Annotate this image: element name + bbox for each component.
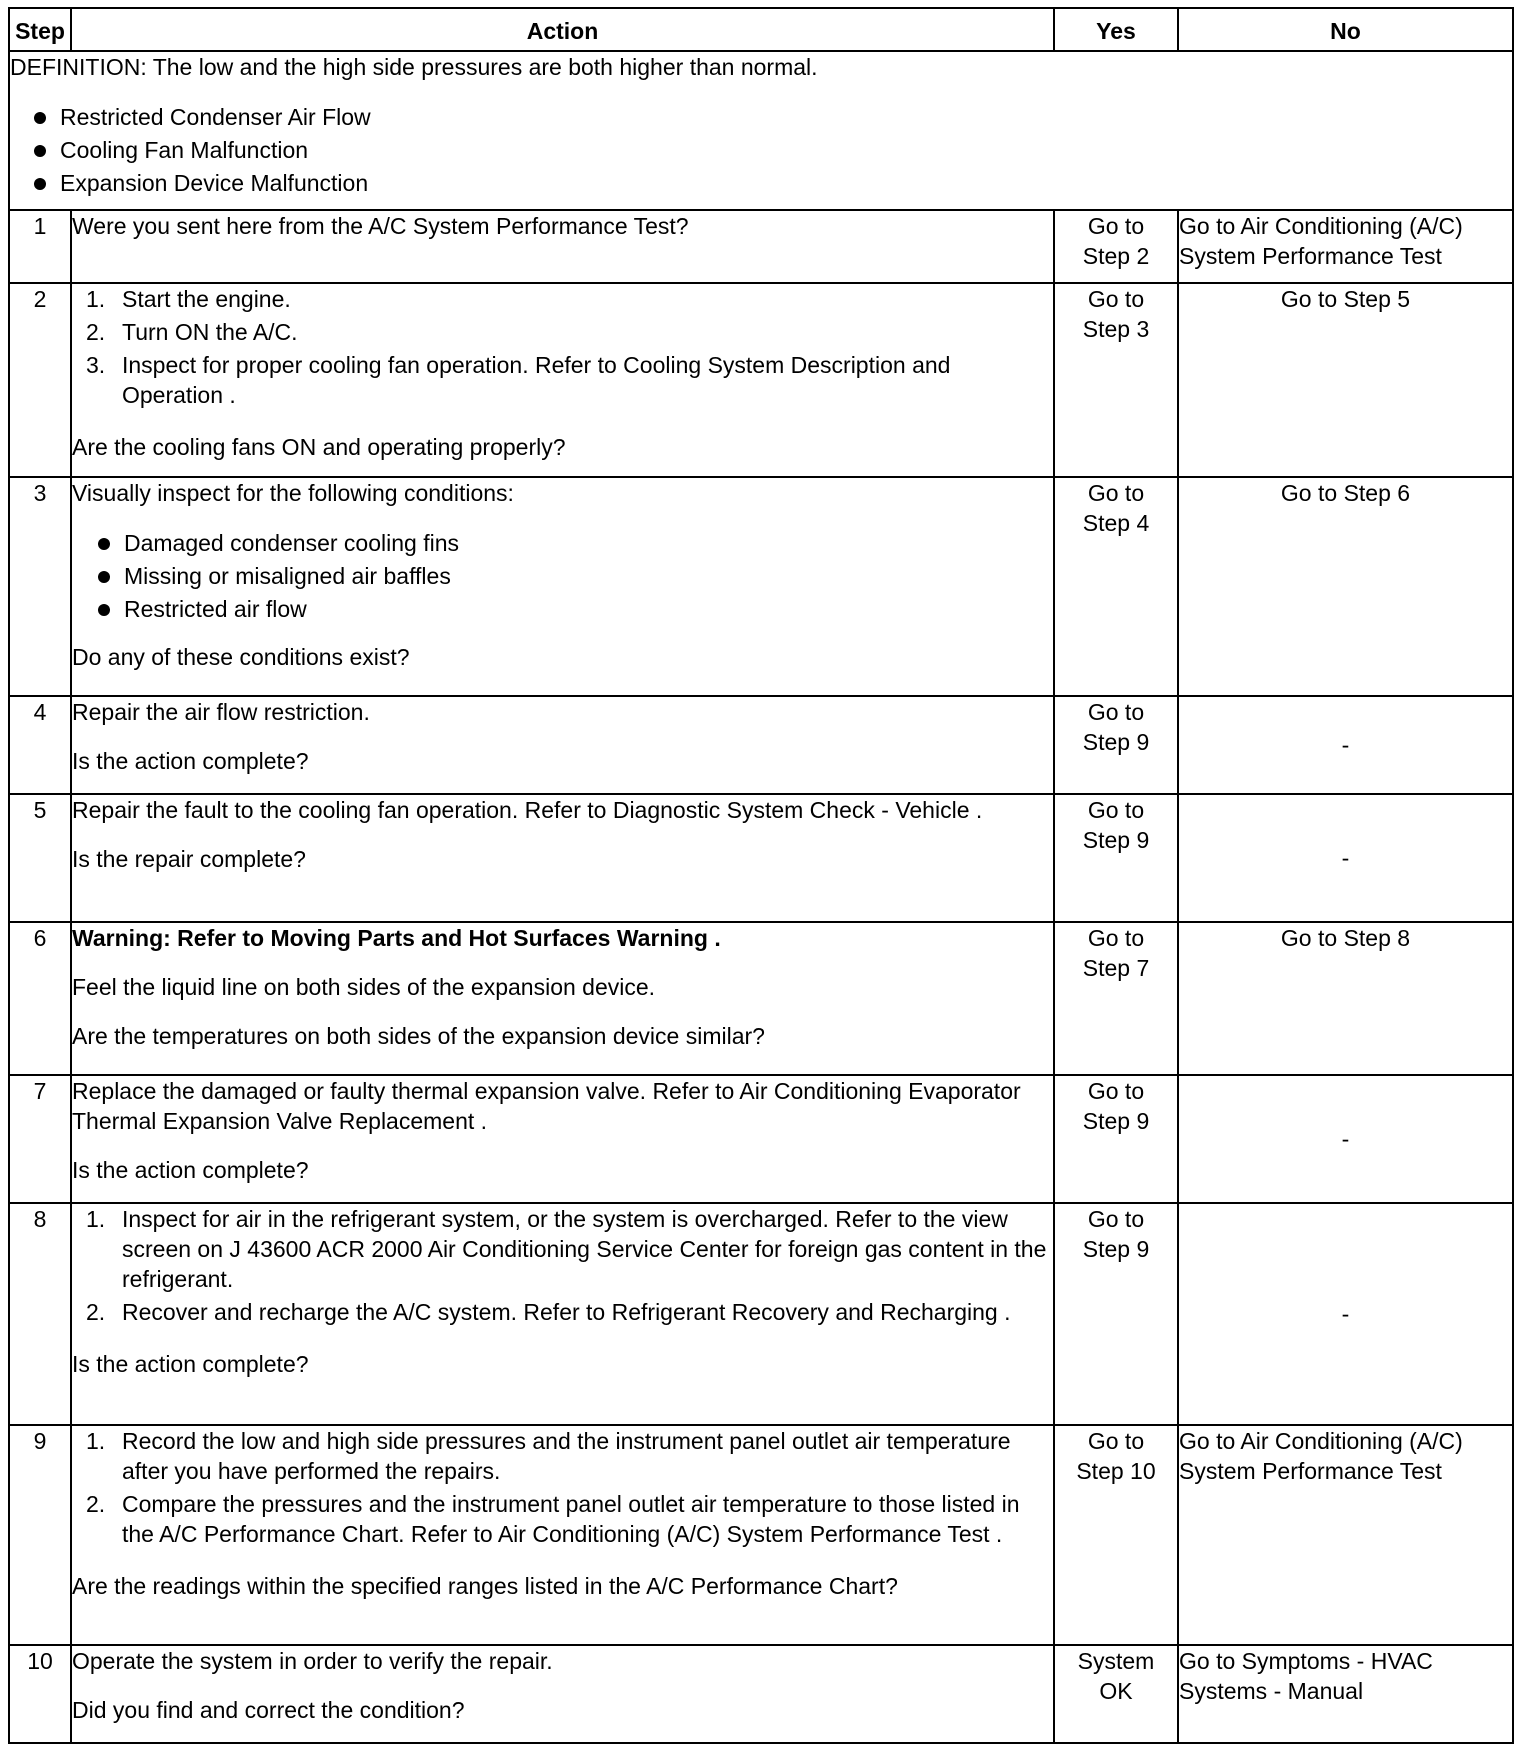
step-row-4 (9, 696, 1513, 794)
condition-bullets (72, 527, 1053, 626)
step-question: Are the temperatures on both sides of the expansion device similar? (72, 1023, 765, 1049)
step-text: Repair the fault to the cooling fan operation. Refer to Diagnostic System Check - Vehicle . (72, 797, 983, 823)
yes-line-2: Step 2 (1082, 243, 1150, 269)
yes-cell (1054, 1075, 1178, 1203)
step-number: 1 (9, 210, 71, 283)
condition-bullet: Missing or misaligned air baffles (72, 560, 1053, 593)
step-number: 4 (9, 696, 71, 794)
definition-bullet: Expansion Device Malfunction (10, 167, 1512, 200)
step-question: Is the action complete? (72, 748, 309, 774)
step-question: Is the action complete? (72, 1351, 309, 1377)
no-cell: - (1178, 794, 1513, 922)
no-cell: - (1178, 1075, 1513, 1203)
step-number: 9 (9, 1425, 71, 1645)
step-number: 5 (9, 794, 71, 922)
step-row-10 (9, 1645, 1513, 1743)
yes-cell (1054, 794, 1178, 922)
header-yes: Yes (1054, 8, 1178, 51)
step-text: Feel the liquid line on both sides of the expansion device. (72, 974, 656, 1000)
step-number: 2 (9, 283, 71, 477)
definition-bullet: Cooling Fan Malfunction (10, 134, 1512, 167)
step-question: Did you find and correct the condition? (72, 1697, 465, 1723)
yes-line-2: Step 3 (1082, 316, 1150, 342)
action-cell (71, 922, 1054, 1075)
no-cell (1178, 210, 1513, 283)
step-list-item: 1. Record the low and high side pressures and the instrument panel outlet air temperature after you have performed the repairs. (86, 1428, 1011, 1484)
step-intro: Visually inspect for the following conditions: (72, 480, 514, 506)
step-list-item: 1. Inspect for air in the refrigerant system, or the system is overcharged. Refer to the view screen on J 43600 ACR 2000 Air Conditioning Service Center for foreign gas content in the refrigerant. (86, 1206, 1047, 1292)
yes-line-2: Step 9 (1082, 1108, 1150, 1134)
step-question: Are the readings within the specified ranges listed in the A/C Performance Chart? (72, 1573, 898, 1599)
yes-line-1: Go to (1087, 480, 1145, 506)
step-number: 6 (9, 922, 71, 1075)
yes-cell (1054, 1425, 1178, 1645)
step-row-1 (9, 210, 1513, 283)
no-line-2: System Performance Test (1179, 1458, 1442, 1484)
warning-text: Warning: Refer to Moving Parts and Hot Surfaces Warning . (72, 925, 721, 951)
step-row-2 (9, 283, 1513, 477)
yes-line-1: Go to (1087, 925, 1145, 951)
definition-bullets (10, 101, 1512, 200)
condition-bullet: Damaged condenser cooling fins (72, 527, 1053, 560)
yes-cell (1054, 1203, 1178, 1425)
step-question: Is the action complete? (72, 1157, 309, 1183)
yes-line-1: Go to (1087, 286, 1145, 312)
no-cell: Go to Step 5 (1178, 283, 1513, 477)
action-cell (71, 794, 1054, 922)
condition-bullet: Restricted air flow (72, 593, 1053, 626)
step-row-5 (9, 794, 1513, 922)
definition-text: DEFINITION: The low and the high side pressures are both higher than normal. (10, 54, 818, 80)
header-row (9, 8, 1513, 51)
step-text: Operate the system in order to verify the repair. (72, 1648, 553, 1674)
no-cell: - (1178, 1203, 1513, 1425)
yes-line-2: Step 7 (1082, 955, 1150, 981)
header-step: Step (9, 8, 71, 51)
action-cell (71, 696, 1054, 794)
action-cell (71, 477, 1054, 696)
yes-cell (1054, 477, 1178, 696)
step-number: 7 (9, 1075, 71, 1203)
yes-line-2: OK (1099, 1678, 1133, 1704)
yes-line-1: Go to (1087, 1428, 1145, 1454)
no-line-1: Go to Symptoms - HVAC (1179, 1648, 1433, 1674)
step-question: Do any of these conditions exist? (72, 644, 410, 670)
yes-line-1: Go to (1087, 1206, 1145, 1232)
step-list-item: 1. Start the engine. (86, 286, 291, 312)
step-row-9 (9, 1425, 1513, 1645)
action-cell (71, 1075, 1054, 1203)
step-list-item: 3. Inspect for proper cooling fan operation. Refer to Cooling System Description and Operation . (86, 352, 951, 408)
step-number: 8 (9, 1203, 71, 1425)
step-list (72, 284, 1053, 410)
yes-line-1: Go to (1087, 213, 1145, 239)
yes-line-2: Step 9 (1082, 827, 1150, 853)
yes-line-1: System (1077, 1648, 1155, 1674)
step-list (72, 1204, 1053, 1327)
yes-line-2: Step 4 (1082, 510, 1150, 536)
step-row-8 (9, 1203, 1513, 1425)
step-list-item: 2. Turn ON the A/C. (86, 319, 298, 345)
step-row-3 (9, 477, 1513, 696)
action-cell (71, 1425, 1054, 1645)
no-line-1: Go to Air Conditioning (A/C) (1179, 1428, 1463, 1454)
no-cell (1178, 1425, 1513, 1645)
step-list-item: 2. Compare the pressures and the instrument panel outlet air temperature to those listed in the A/C Performance Chart. Refer to Air Conditioning (A/C) System Performance Test . (86, 1491, 1020, 1547)
no-cell: - (1178, 696, 1513, 794)
action-cell (71, 1645, 1054, 1743)
no-line-2: Systems - Manual (1179, 1678, 1364, 1704)
yes-cell (1054, 1645, 1178, 1743)
step-row-6 (9, 922, 1513, 1075)
step-question: Is the repair complete? (72, 846, 306, 872)
diagnostic-table (8, 7, 1514, 1744)
yes-line-2: Step 9 (1082, 729, 1150, 755)
no-cell (1178, 1645, 1513, 1743)
action-cell (71, 1203, 1054, 1425)
step-row-7 (9, 1075, 1513, 1203)
step-list (72, 1426, 1053, 1549)
step-number: 3 (9, 477, 71, 696)
step-text: Replace the damaged or faulty thermal expansion valve. Refer to Air Conditioning Evaporator Thermal Expansion Valve Replacement . (72, 1078, 1021, 1134)
no-cell: Go to Step 8 (1178, 922, 1513, 1075)
no-cell: Go to Step 6 (1178, 477, 1513, 696)
action-cell (71, 283, 1054, 477)
action-cell (71, 210, 1054, 283)
definition-cell (9, 51, 1513, 210)
yes-cell (1054, 922, 1178, 1075)
header-no: No (1178, 8, 1513, 51)
definition-bullet: Restricted Condenser Air Flow (10, 101, 1512, 134)
yes-cell (1054, 696, 1178, 794)
yes-line-1: Go to (1087, 1078, 1145, 1104)
step-list-item: 2. Recover and recharge the A/C system. Refer to Refrigerant Recovery and Recharging . (86, 1299, 1011, 1325)
step-number: 10 (9, 1645, 71, 1743)
yes-cell (1054, 283, 1178, 477)
no-line-1: Go to Air Conditioning (A/C) (1179, 213, 1463, 239)
yes-line-2: Step 9 (1082, 1236, 1150, 1262)
yes-line-1: Go to (1087, 699, 1145, 725)
yes-cell (1054, 210, 1178, 283)
yes-line-1: Go to (1087, 797, 1145, 823)
step-question: Were you sent here from the A/C System Performance Test? (72, 213, 689, 239)
yes-line-2: Step 10 (1076, 1458, 1156, 1484)
definition-row (9, 51, 1513, 210)
no-line-2: System Performance Test (1179, 243, 1442, 269)
header-action: Action (71, 8, 1054, 51)
step-text: Repair the air flow restriction. (72, 699, 370, 725)
step-question: Are the cooling fans ON and operating properly? (72, 434, 566, 460)
